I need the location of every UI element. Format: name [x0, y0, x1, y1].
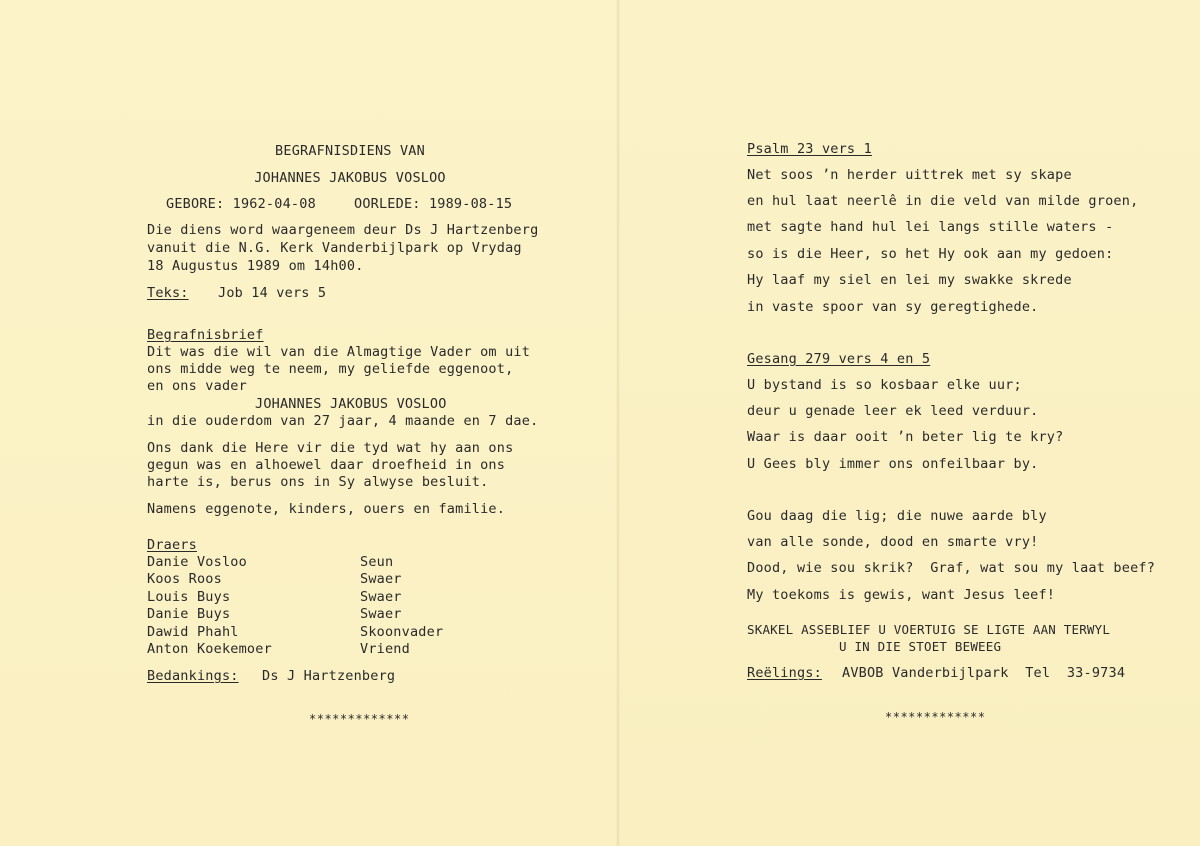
- died-date: OORLEDE: 1989-08-15: [354, 196, 513, 212]
- psalm-line: so is die Heer, so het Hy ook aan my gedoen:: [747, 246, 1114, 262]
- gesang-heading: Gesang 279 vers 4 en 5: [747, 351, 931, 367]
- bearer-name: Louis Buys: [147, 589, 231, 605]
- psalm-heading: Psalm 23 vers 1: [747, 141, 872, 157]
- psalm-line: met sagte hand hul lei langs stille waters -: [747, 219, 1114, 235]
- stars-divider: *************: [885, 710, 986, 724]
- service-line-3: 18 Augustus 1989 om 14h00.: [147, 258, 364, 274]
- thanks-line-3: harte is, berus ons in Sy alwyse besluit.: [147, 474, 489, 490]
- bearer-relation: Swaer: [360, 589, 402, 605]
- reelings-label: Reëlings:: [747, 665, 822, 681]
- text-value: Job 14 vers 5: [218, 285, 327, 301]
- gesang-line: U Gees bly immer ons onfeilbaar by.: [747, 456, 1039, 472]
- thanks-line-1: Ons dank die Here vir die tyd wat hy aan ons: [147, 440, 514, 456]
- bedankings-value: Ds J Hartzenberg: [262, 668, 396, 684]
- bedankings-label: Bedankings:: [147, 668, 239, 684]
- letter-heading: Begrafnisbrief: [147, 327, 264, 343]
- thanks-line-2: gegun was en alhoewel daar droefheid in ons: [147, 457, 506, 473]
- service-line-1: Die diens word waargeneem deur Ds J Hartzenberg: [147, 222, 539, 238]
- letter-line-1: Dit was die wil van die Almagtige Vader om uit: [147, 344, 531, 360]
- born-date: GEBORE: 1962-04-08: [166, 196, 316, 212]
- gesang-line: deur u genade leer ek leed verduur.: [747, 403, 1039, 419]
- bearer-relation: Vriend: [360, 641, 410, 657]
- gesang-line: Gou daag die lig; die nuwe aarde bly: [747, 508, 1047, 524]
- letter-line-2: ons midde weg te neem, my geliefde eggenoot,: [147, 361, 514, 377]
- bearer-relation: Seun: [360, 554, 394, 570]
- letter-line-3: en ons vader: [147, 378, 247, 394]
- right-page: [620, 0, 1200, 846]
- bearer-relation: Swaer: [360, 606, 402, 622]
- notice-line-1: SKAKEL ASSEBLIEF U VOERTUIG SE LIGTE AAN TERWYL: [747, 622, 1111, 637]
- bearer-name: Danie Buys: [147, 606, 231, 622]
- bearer-name: Anton Koekemoer: [147, 641, 272, 657]
- psalm-line: Hy laaf my siel en lei my swakke skrede: [747, 272, 1072, 288]
- text-label: Teks:: [147, 285, 189, 301]
- psalm-line: in vaste spoor van sy geregtighede.: [747, 299, 1039, 315]
- gesang-line: U bystand is so kosbaar elke uur;: [747, 377, 1022, 393]
- psalm-line: Net soos ʼn herder uittrek met sy skape: [747, 167, 1072, 183]
- gesang-line: Dood, wie sou skrik? Graf, wat sou my laat beef?: [747, 560, 1156, 576]
- stars-divider: *************: [309, 712, 410, 726]
- deceased-name: JOHANNES JAKOBUS VOSLOO: [254, 170, 446, 186]
- bearer-name: Dawid Phahl: [147, 624, 239, 640]
- age-line: in die ouderdom van 27 jaar, 4 maande en 7 dae.: [147, 413, 539, 429]
- notice-line-2: U IN DIE STOET BEWEEG: [839, 639, 1002, 654]
- bearer-name: Koos Roos: [147, 571, 222, 587]
- letter-name: JOHANNES JAKOBUS VOSLOO: [255, 396, 447, 412]
- gesang-line: My toekoms is gewis, want Jesus leef!: [747, 587, 1056, 603]
- bearer-relation: Swaer: [360, 571, 402, 587]
- title: BEGRAFNISDIENS VAN: [275, 143, 425, 159]
- gesang-line: Waar is daar ooit ʼn beter lig te kry?: [747, 429, 1064, 445]
- gesang-line: van alle sonde, dood en smarte vry!: [747, 534, 1039, 550]
- bearer-relation: Skoonvader: [360, 624, 444, 640]
- bearer-name: Danie Vosloo: [147, 554, 247, 570]
- psalm-line: en hul laat neerlê in die veld van milde groen,: [747, 193, 1139, 209]
- service-line-2: vanuit die N.G. Kerk Vanderbijlpark op Vrydag: [147, 240, 522, 256]
- family-line: Namens eggenote, kinders, ouers en familie.: [147, 501, 506, 517]
- reelings-value: AVBOB Vanderbijlpark Tel 33-9734: [842, 665, 1126, 681]
- bearers-heading: Draers: [147, 537, 197, 553]
